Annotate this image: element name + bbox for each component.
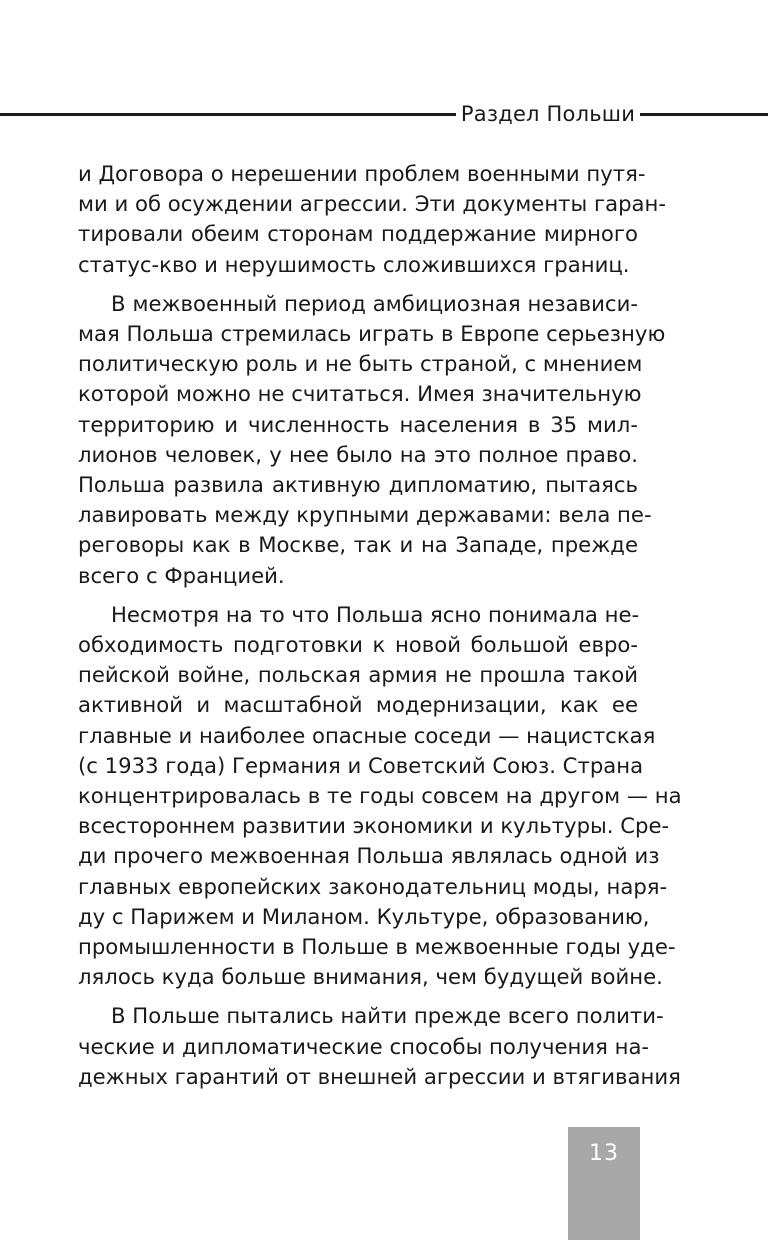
text-line: В межвоенный период амбициозная независи-: [111, 290, 638, 316]
body-text: [78, 159, 682, 1092]
text-line: политическую роль и не быть страной, с мнением: [78, 351, 643, 377]
text-line: лионов человек, у нее было на это полное право.: [78, 441, 638, 467]
text-line: ческие и дипломатические способы получения на-: [78, 1033, 650, 1059]
text-line: дежных гарантий от внешней агрессии и втягивания: [78, 1063, 681, 1089]
paragraph-2: [78, 289, 666, 591]
paragraph-4: [78, 1001, 681, 1092]
text-line: всестороннем развитии экономики и культуры. Сре-: [78, 813, 670, 839]
text-line: всего с Францией.: [78, 562, 285, 588]
text-line: главных европейских законодательниц моды, наря-: [78, 873, 668, 899]
text-line: (с 1933 года) Германия и Советский Союз. Страна: [78, 752, 644, 778]
paragraph-3: [78, 600, 682, 993]
text-line: активной и масштабной модернизации, как ее: [78, 692, 638, 718]
text-line: территорию и численность населения в 35 мил-: [78, 411, 638, 437]
text-line: которой можно не считаться. Имея значительную: [78, 381, 642, 407]
text-line: лялось куда больше внимания, чем будущей войне.: [78, 964, 663, 990]
text-line: Польша развила активную дипломатию, пытаясь: [78, 472, 638, 498]
page-number: 13: [589, 1141, 619, 1166]
text-line: мая Польша стремилась играть в Европе серьезную: [78, 321, 666, 347]
text-line: лавировать между крупными державами: вела пе-: [78, 502, 652, 528]
text-line: В Польше пытались найти прежде всего полити-: [111, 1003, 664, 1029]
text-line: концентрировалась в те годы совсем на другом — на: [78, 783, 682, 809]
header-rule-right: [640, 113, 768, 116]
paragraph-1: [78, 159, 667, 280]
header-rule-left: [0, 113, 456, 116]
text-line: Несмотря на то что Польша ясно понимала не-: [111, 601, 640, 627]
text-line: главные и наиболее опасные соседи — нацистская: [78, 722, 656, 748]
text-line: ми и об осуждении агрессии. Эти документы гаран-: [78, 191, 667, 217]
text-line: пейской войне, польская армия не прошла такой: [78, 662, 638, 688]
section-title: Раздел Польши: [460, 102, 636, 126]
running-header: [0, 96, 768, 132]
text-line: статус-кво и нерушимость сложившихся границ.: [78, 251, 630, 277]
text-line: реговоры как в Москве, так и на Западе, прежде: [78, 532, 638, 558]
text-line: обходимость подготовки к новой большой евро-: [78, 632, 638, 658]
text-line: и Договора о нерешении проблем военными путя-: [78, 161, 646, 186]
text-line: промышленности в Польше в межвоенные годы уде-: [78, 934, 676, 960]
text-line: ди прочего межвоенная Польша являлась одной из: [78, 843, 660, 869]
text-line: ду с Парижем и Миланом. Культуре, образованию,: [78, 903, 650, 929]
text-line: тировали обеим сторонам поддержание мирного: [78, 221, 638, 247]
page-number-tab: [568, 1127, 640, 1240]
